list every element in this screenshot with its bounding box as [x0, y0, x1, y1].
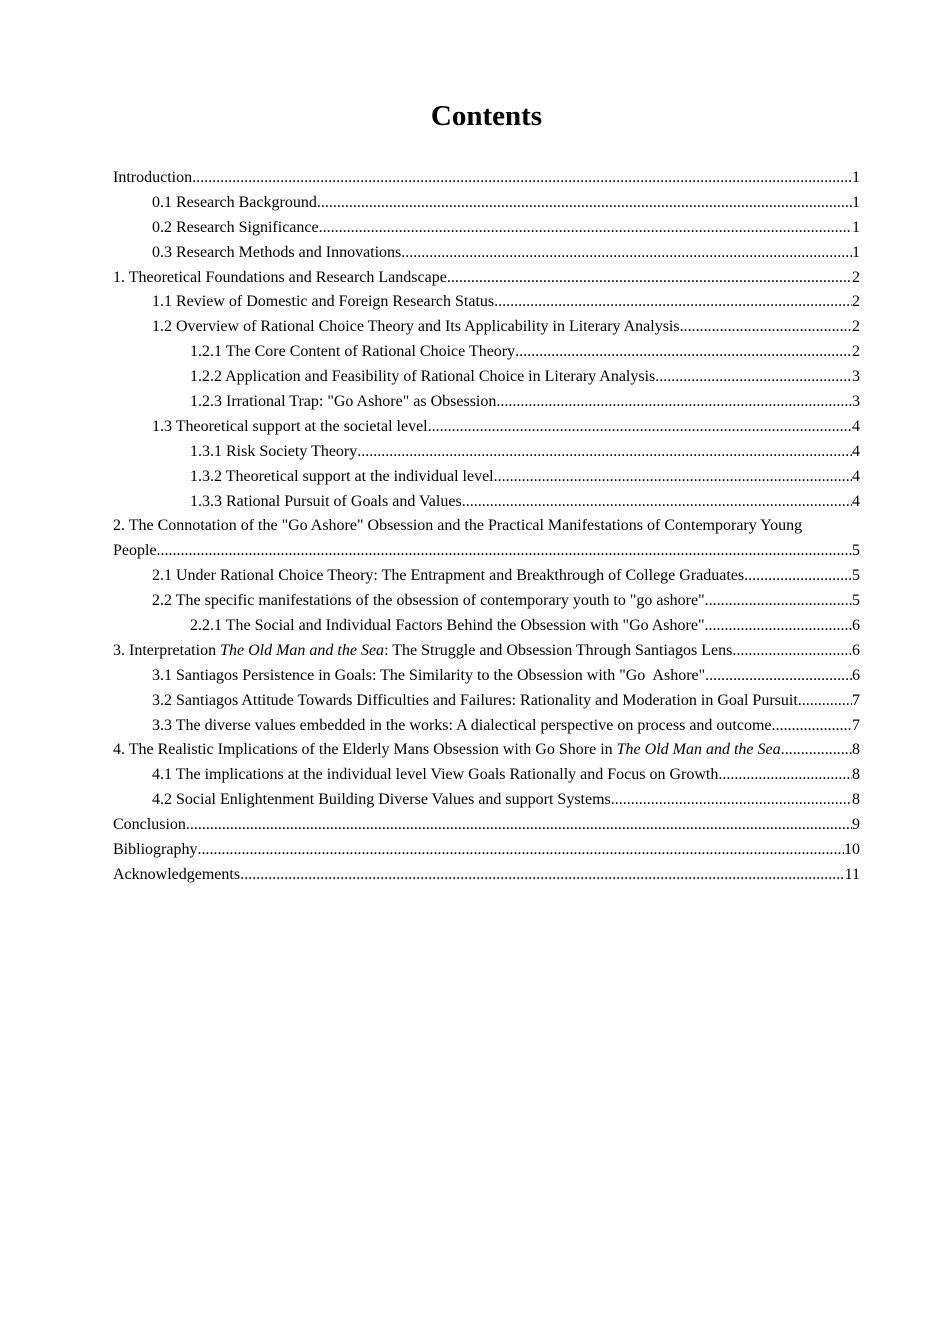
toc-entry-4-1[interactable] — [113, 763, 860, 788]
toc-page-number: 6 — [852, 641, 860, 659]
leader-dots — [494, 290, 852, 315]
toc-entry-text: 1.3.3 Rational Pursuit of Goals and Values — [190, 492, 462, 510]
toc-entry-1-2[interactable] — [113, 315, 860, 340]
toc-page-number: 3 — [852, 368, 860, 386]
leader-dots — [705, 664, 852, 689]
leader-dots — [197, 838, 844, 863]
toc-page-number: 8 — [852, 766, 860, 784]
toc-entry-text: 2.2 The specific manifestations of the obsession of contemporary youth to "go ashore" — [152, 592, 705, 610]
leader-dots — [704, 614, 852, 639]
toc-page-number: 4 — [852, 442, 860, 460]
toc-page-number: 5 — [852, 567, 860, 585]
leader-dots — [357, 440, 852, 465]
table-of-contents — [113, 166, 860, 888]
toc-page-number: 9 — [852, 816, 860, 834]
toc-entry-text: 0.1 Research Background — [152, 193, 317, 211]
toc-entry-prefix: 4. The Realistic Implications of the Elderly Mans Obsession with Go Shore in — [113, 741, 617, 759]
toc-entry-text: 1.2.1 The Core Content of Rational Choice Theory — [190, 343, 516, 361]
leader-dots — [462, 490, 852, 515]
toc-entry-text: 0.3 Research Methods and Innovations — [152, 243, 402, 261]
toc-entry-1-2-3[interactable] — [113, 390, 860, 415]
toc-entry-text: Bibliography — [113, 841, 198, 859]
toc-entry-bibliography[interactable] — [113, 838, 860, 863]
leader-dots — [772, 714, 852, 739]
page-title: Contents — [430, 100, 543, 132]
toc-entry-3-3[interactable] — [113, 714, 860, 739]
toc-page-number: 4 — [852, 417, 860, 435]
toc-entry-1-2-1[interactable] — [113, 340, 860, 365]
leader-dots — [428, 415, 852, 440]
leader-dots — [611, 788, 852, 813]
toc-entry-text: 1.3.2 Theoretical support at the individual level — [190, 467, 494, 485]
toc-page-number: 4 — [852, 467, 860, 485]
leader-dots — [798, 689, 852, 714]
leader-dots — [732, 639, 852, 664]
toc-entry-0-2[interactable] — [113, 216, 860, 241]
toc-entry-text: 4.2 Social Enlightenment Building Diverse Values and support Systems — [152, 791, 611, 809]
toc-page-number: 5 — [852, 592, 860, 610]
toc-entry-text — [113, 738, 781, 763]
toc-page-number: 1 — [852, 243, 860, 261]
toc-entry-text-line2: People — [113, 542, 157, 560]
toc-entry-4[interactable] — [113, 738, 860, 763]
toc-page-number: 2 — [852, 318, 860, 336]
toc-page-number: 10 — [844, 841, 860, 859]
toc-entry-text: Acknowledgements — [113, 865, 241, 883]
toc-entry-text: 0.2 Research Significance — [152, 218, 319, 236]
leader-dots — [192, 166, 852, 191]
toc-entry-conclusion[interactable] — [113, 813, 860, 838]
toc-entry-text: 1.3.1 Risk Society Theory — [190, 442, 358, 460]
toc-entry-text: 3.1 Santiagos Persistence in Goals: The Similarity to the Obsession with "Go Ashore" — [152, 666, 706, 684]
toc-page-number: 7 — [852, 716, 860, 734]
leader-dots — [240, 863, 845, 888]
toc-entry-1-3-3[interactable] — [113, 490, 860, 515]
toc-page-number: 8 — [852, 791, 860, 809]
toc-entry-text: 1.2 Overview of Rational Choice Theory and Its Applicability in Literary Analysis — [152, 318, 680, 336]
leader-dots — [319, 216, 852, 241]
toc-entry-3-2[interactable] — [113, 689, 860, 714]
toc-page-number: 3 — [852, 393, 860, 411]
toc-page-number: 7 — [852, 691, 860, 709]
toc-entry-text: 4.1 The implications at the individual level View Goals Rationally and Focus on Growth — [152, 766, 719, 784]
toc-entry-4-2[interactable] — [113, 788, 860, 813]
toc-page-number: 2 — [852, 343, 860, 361]
toc-entry-1[interactable] — [113, 266, 860, 291]
leader-dots — [705, 589, 852, 614]
toc-entry-text: 3.2 Santiagos Attitude Towards Difficulties and Failures: Rationality and Moderation in Goal Pursuit — [152, 691, 798, 709]
toc-entry-1-3[interactable] — [113, 415, 860, 440]
toc-entry-text: 3.3 The diverse values embedded in the works: A dialectical perspective on process and outcome — [152, 716, 772, 734]
toc-page-number: 1 — [852, 169, 860, 186]
toc-entry-text: 2.2.1 The Social and Individual Factors Behind the Obsession with "Go Ashore" — [190, 617, 705, 635]
toc-entry-0-1[interactable] — [113, 191, 860, 216]
toc-page-number: 1 — [852, 218, 860, 236]
leader-dots — [401, 241, 852, 266]
leader-dots — [781, 738, 852, 763]
toc-page-number: 8 — [852, 741, 860, 759]
leader-dots — [718, 763, 852, 788]
toc-page-number: 4 — [852, 492, 860, 510]
toc-page-number: 6 — [852, 617, 860, 635]
leader-dots — [186, 813, 852, 838]
toc-entry-1-3-1[interactable] — [113, 440, 860, 465]
book-title-italic: The Old Man and the Sea — [616, 741, 781, 759]
leader-dots — [515, 340, 852, 365]
toc-entry-2[interactable] — [113, 514, 860, 564]
toc-entry-3[interactable] — [113, 639, 860, 664]
toc-entry-text: 1.1 Review of Domestic and Foreign Research Status — [152, 293, 495, 311]
leader-dots — [680, 315, 852, 340]
toc-entry-text: 2.1 Under Rational Choice Theory: The Entrapment and Breakthrough of College Graduates — [152, 567, 745, 585]
toc-entry-2-2-1[interactable] — [113, 614, 860, 639]
toc-entry-3-1[interactable] — [113, 664, 860, 689]
toc-page-number: 5 — [852, 542, 860, 560]
toc-entry-introduction[interactable] — [113, 166, 860, 191]
leader-dots — [496, 390, 852, 415]
toc-entry-acknowledgements[interactable] — [113, 863, 860, 888]
leader-dots — [317, 191, 852, 216]
toc-entry-text — [113, 639, 732, 664]
toc-entry-text: 1.3 Theoretical support at the societal level — [152, 417, 428, 435]
toc-page-number: 2 — [852, 293, 860, 311]
toc-page-number: 11 — [844, 865, 860, 883]
toc-entry-1-1[interactable] — [113, 290, 860, 315]
toc-entry-2-1[interactable] — [113, 564, 860, 589]
toc-entry-1-3-2[interactable] — [113, 465, 860, 490]
leader-dots — [744, 564, 852, 589]
leader-dots — [494, 465, 852, 490]
toc-page-number: 6 — [852, 666, 860, 684]
leader-dots — [157, 539, 852, 564]
toc-entry-text: Introduction — [113, 169, 193, 186]
toc-entry-text: 1.2.3 Irrational Trap: "Go Ashore" as Obsession — [190, 393, 497, 411]
toc-entry-prefix: 3. Interpretation — [113, 641, 221, 659]
toc-entry-suffix: : The Struggle and Obsession Through Santiagos Lens — [384, 641, 733, 659]
book-title-italic: The Old Man and the Sea — [220, 641, 385, 659]
toc-page-number: 2 — [852, 268, 860, 286]
toc-entry-2-2[interactable] — [113, 589, 860, 614]
leader-dots — [655, 365, 852, 390]
toc-entry-text: 1. Theoretical Foundations and Research Landscape — [113, 268, 447, 286]
toc-entry-0-3[interactable] — [113, 241, 860, 266]
leader-dots — [447, 266, 852, 291]
toc-entry-text-line1: 2. The Connotation of the "Go Ashore" Obsession and the Practical Manifestations of Contemporary Young — [113, 517, 803, 535]
toc-entry-text: Conclusion — [113, 816, 186, 834]
toc-page-number: 1 — [852, 193, 860, 211]
toc-entry-1-2-2[interactable] — [113, 365, 860, 390]
toc-entry-text: 1.2.2 Application and Feasibility of Rational Choice in Literary Analysis — [190, 368, 656, 386]
